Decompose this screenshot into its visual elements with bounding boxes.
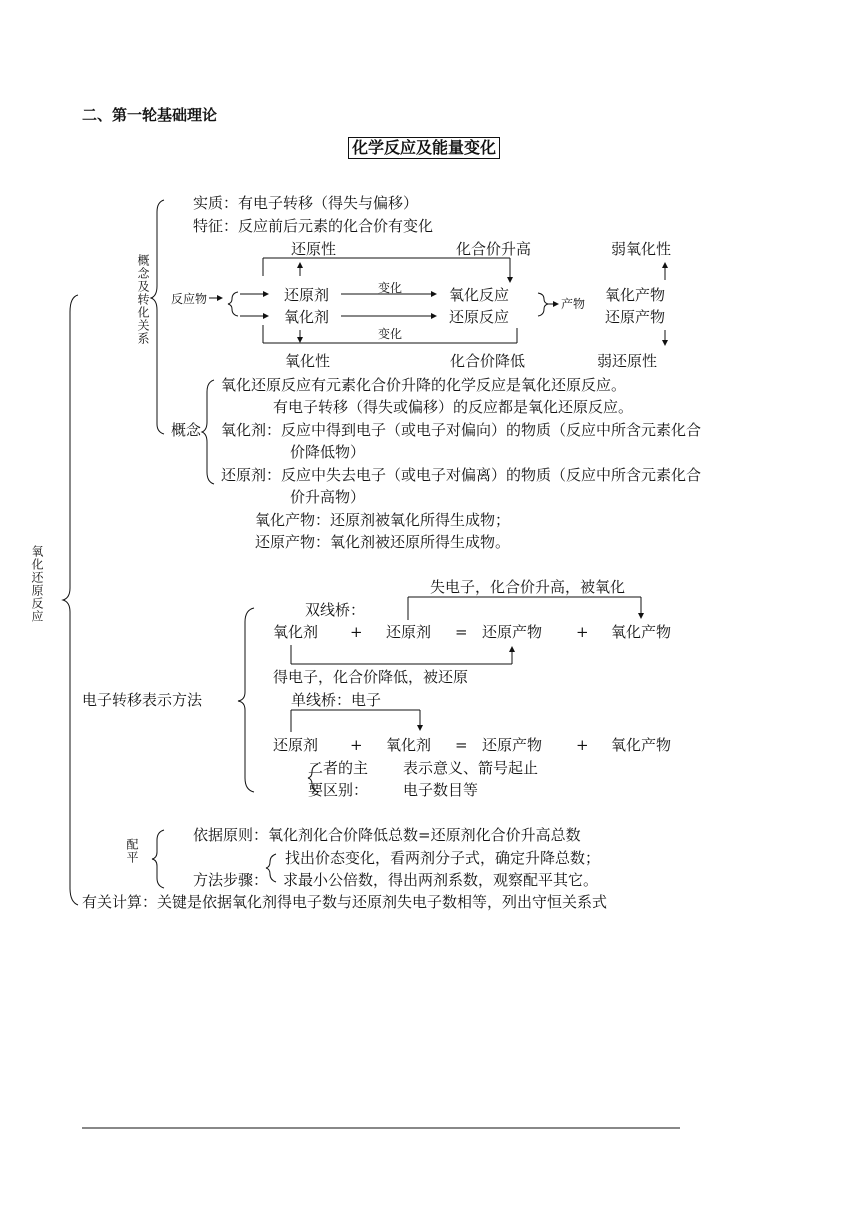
concept-line-1: 氧化还原反应有元素化合价升降的化学反应是氧化还原反应。 xyxy=(221,376,627,394)
double-bridge-lose-label: 失电子，化合价升高，被氧化 xyxy=(430,578,626,596)
oxidation-reaction-node: 氧化反应 xyxy=(449,286,510,304)
eq2-oxidation-product: 氧化产物 xyxy=(611,736,672,754)
difference-text-c: 表示意义、箭号起止 xyxy=(403,759,539,777)
change-bottom-label: 变化 xyxy=(378,327,403,341)
reactants-brace xyxy=(228,292,238,316)
concept-line-2: 有电子转移（得失或偏移）的反应都是氧化还原反应。 xyxy=(273,398,634,416)
redox-side-label: 氧化还原反应 xyxy=(30,545,44,623)
eq1-plus-2: + xyxy=(576,623,589,641)
difference-brace xyxy=(308,764,318,792)
reductant-definition: 还原剂：反应中失去电子（或电子对偏离）的物质（反应中所含元素化合 xyxy=(221,466,702,484)
diagram-top-mid: 化合价升高 xyxy=(456,240,532,258)
eq1-reduction-product: 还原产物 xyxy=(482,623,543,641)
eq2-reducer: 还原剂 xyxy=(273,736,319,754)
difference-text-d: 电子数目等 xyxy=(403,781,479,799)
balancing-step-1: 找出价态变化，看两剂分子式，确定升降总数； xyxy=(285,849,601,867)
eq2-plus-2: + xyxy=(576,736,589,754)
balancing-side-label: 配平 xyxy=(125,838,139,864)
balancing-step-2: 求最小公倍数，得出两剂系数，观察配平其它。 xyxy=(283,871,599,889)
redox-brace xyxy=(63,295,78,905)
steps-brace xyxy=(266,854,276,882)
oxidation-product-node: 氧化产物 xyxy=(605,286,666,304)
eq2-equals: = xyxy=(455,736,468,754)
feature-line: 特征：反应前后元素的化合价有变化 xyxy=(193,217,434,235)
diagram-bottom-left: 氧化性 xyxy=(285,352,331,370)
reducer-node: 还原剂 xyxy=(284,286,330,304)
reductant-definition-cont: 价升高物） xyxy=(290,488,366,506)
change-top-label: 变化 xyxy=(378,281,403,295)
reactants-label: 反应物 xyxy=(171,292,208,306)
oxidant-definition-cont: 价降低物） xyxy=(290,443,366,461)
double-bridge-title: 双线桥： xyxy=(305,601,366,619)
calculation-line: 有关计算：关键是依据氧化剂得电子数与还原剂失电子数相等，列出守恒关系式 xyxy=(82,893,608,911)
oxidizer-node: 氧化剂 xyxy=(284,308,330,326)
diagram-bottom-mid: 化合价降低 xyxy=(450,352,526,370)
eq1-plus-1: + xyxy=(350,623,363,641)
electron-transfer-brace xyxy=(238,608,254,792)
diagram-top-right: 弱氧化性 xyxy=(611,240,672,258)
eq1-oxidizer: 氧化剂 xyxy=(273,623,319,641)
electron-transfer-label: 电子转移表示方法 xyxy=(82,691,203,709)
eq1-oxidation-product: 氧化产物 xyxy=(611,623,672,641)
eq2-reduction-product: 还原产物 xyxy=(482,736,543,754)
concept-label: 概念 xyxy=(171,421,202,439)
eq1-equals: = xyxy=(455,623,468,641)
concept-relation-brace xyxy=(151,200,164,434)
essence-line: 实质：有电子转移（得失与偏移） xyxy=(193,194,419,212)
diagram-top-left: 还原性 xyxy=(291,240,337,258)
concept-brace xyxy=(202,380,214,484)
balancing-brace xyxy=(152,830,164,888)
single-bridge-title: 单线桥：电子 xyxy=(291,691,382,709)
reduction-reaction-node: 还原反应 xyxy=(449,308,510,326)
eq2-oxidizer: 氧化剂 xyxy=(386,736,432,754)
products-brace xyxy=(538,293,548,316)
products-label: 产物 xyxy=(561,297,586,311)
section-heading: 二、第一轮基础理论 xyxy=(82,106,218,124)
eq2-plus-1: + xyxy=(350,736,363,754)
eq1-reducer: 还原剂 xyxy=(386,623,432,641)
difference-text-b: 要区别： xyxy=(308,781,369,799)
oxidation-product-definition: 氧化产物：还原剂被氧化所得生成物； xyxy=(255,511,511,529)
balancing-steps-label: 方法步骤： xyxy=(193,871,269,889)
main-title: 化学反应及能量变化 xyxy=(348,137,500,159)
reduction-product-definition: 还原产物：氧化剂被还原所得生成物。 xyxy=(255,533,511,551)
balancing-principle: 依据原则：氧化剂化合价降低总数=还原剂化合价升高总数 xyxy=(193,826,581,844)
diagram-bottom-right: 弱还原性 xyxy=(597,352,658,370)
oxidant-definition: 氧化剂：反应中得到电子（或电子对偏向）的物质（反应中所含元素化合 xyxy=(221,421,702,439)
difference-text-a: 二者的主 xyxy=(308,759,369,777)
double-bridge-gain-label: 得电子，化合价降低，被还原 xyxy=(273,668,469,686)
reduction-product-node: 还原产物 xyxy=(605,308,666,326)
concept-relation-side-label: 概念及转化关系 xyxy=(136,254,150,345)
